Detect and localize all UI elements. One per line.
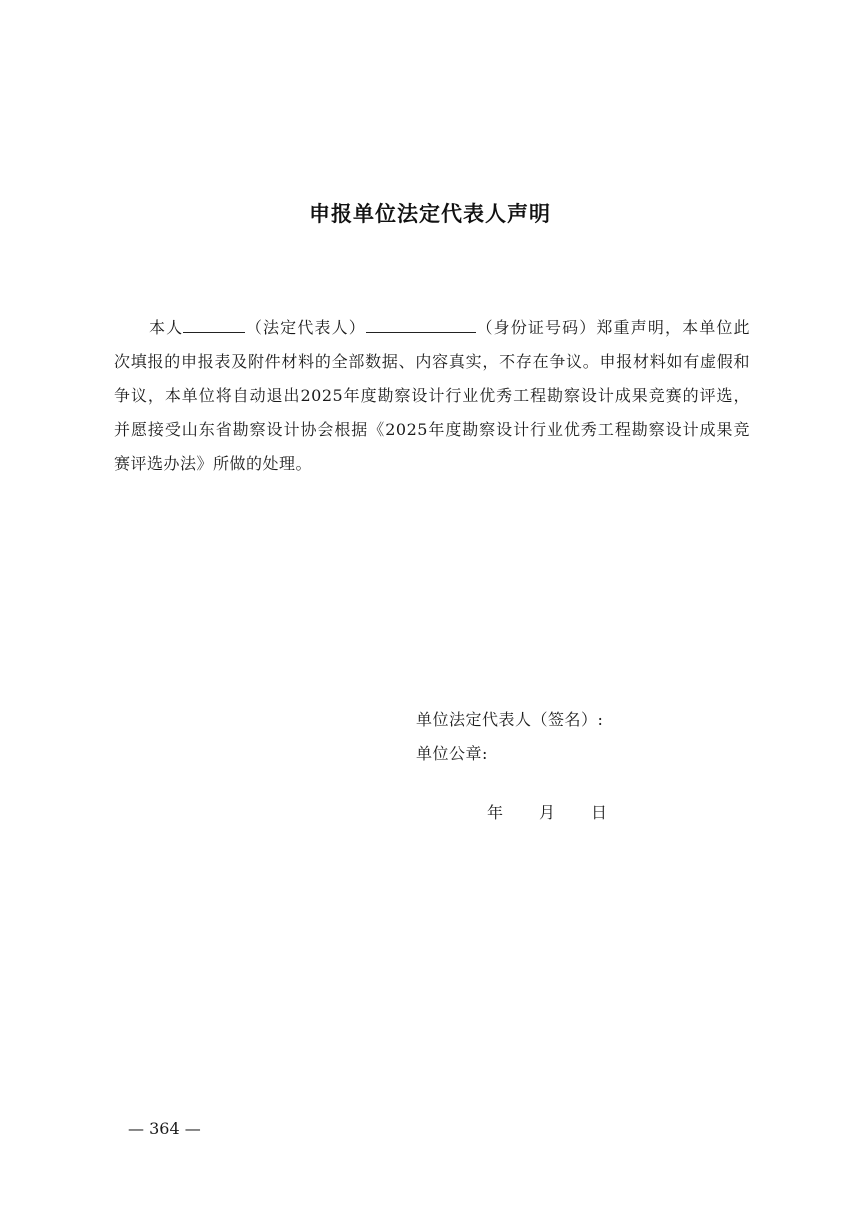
signature-block	[416, 703, 603, 771]
date-line	[487, 798, 607, 828]
date-month-label: 月	[539, 803, 556, 822]
declaration-text-start: 本人	[149, 318, 184, 337]
representative-name-blank	[183, 314, 245, 333]
date-year-label: 年	[487, 803, 504, 822]
id-number-blank	[366, 314, 476, 333]
representative-signature-label: 单位法定代表人（签名）:	[416, 710, 604, 729]
unit-seal-label: 单位公章:	[416, 744, 488, 763]
declaration-text-representative: （法定代表人）	[245, 318, 366, 337]
document-title: 申报单位法定代表人声明	[309, 202, 551, 226]
date-day-label: 日	[591, 803, 608, 822]
page-number: — 364 —	[128, 1119, 201, 1138]
declaration-text-body: （身份证号码）郑重声明，本单位此次填报的申报表及附件材料的全部数据、内容真实，不存在争议。申报材料如有虚假和争议，本单位将自动退出2025年度勘察设计行业优秀工程勘察设计成果竞赛的评选，并愿接受山东省勘察设计协会根据《2025年度勘察设计行业优秀工程勘察设计成果竞赛评选办法》所做的处理。	[114, 318, 750, 473]
declaration-paragraph	[114, 311, 750, 481]
